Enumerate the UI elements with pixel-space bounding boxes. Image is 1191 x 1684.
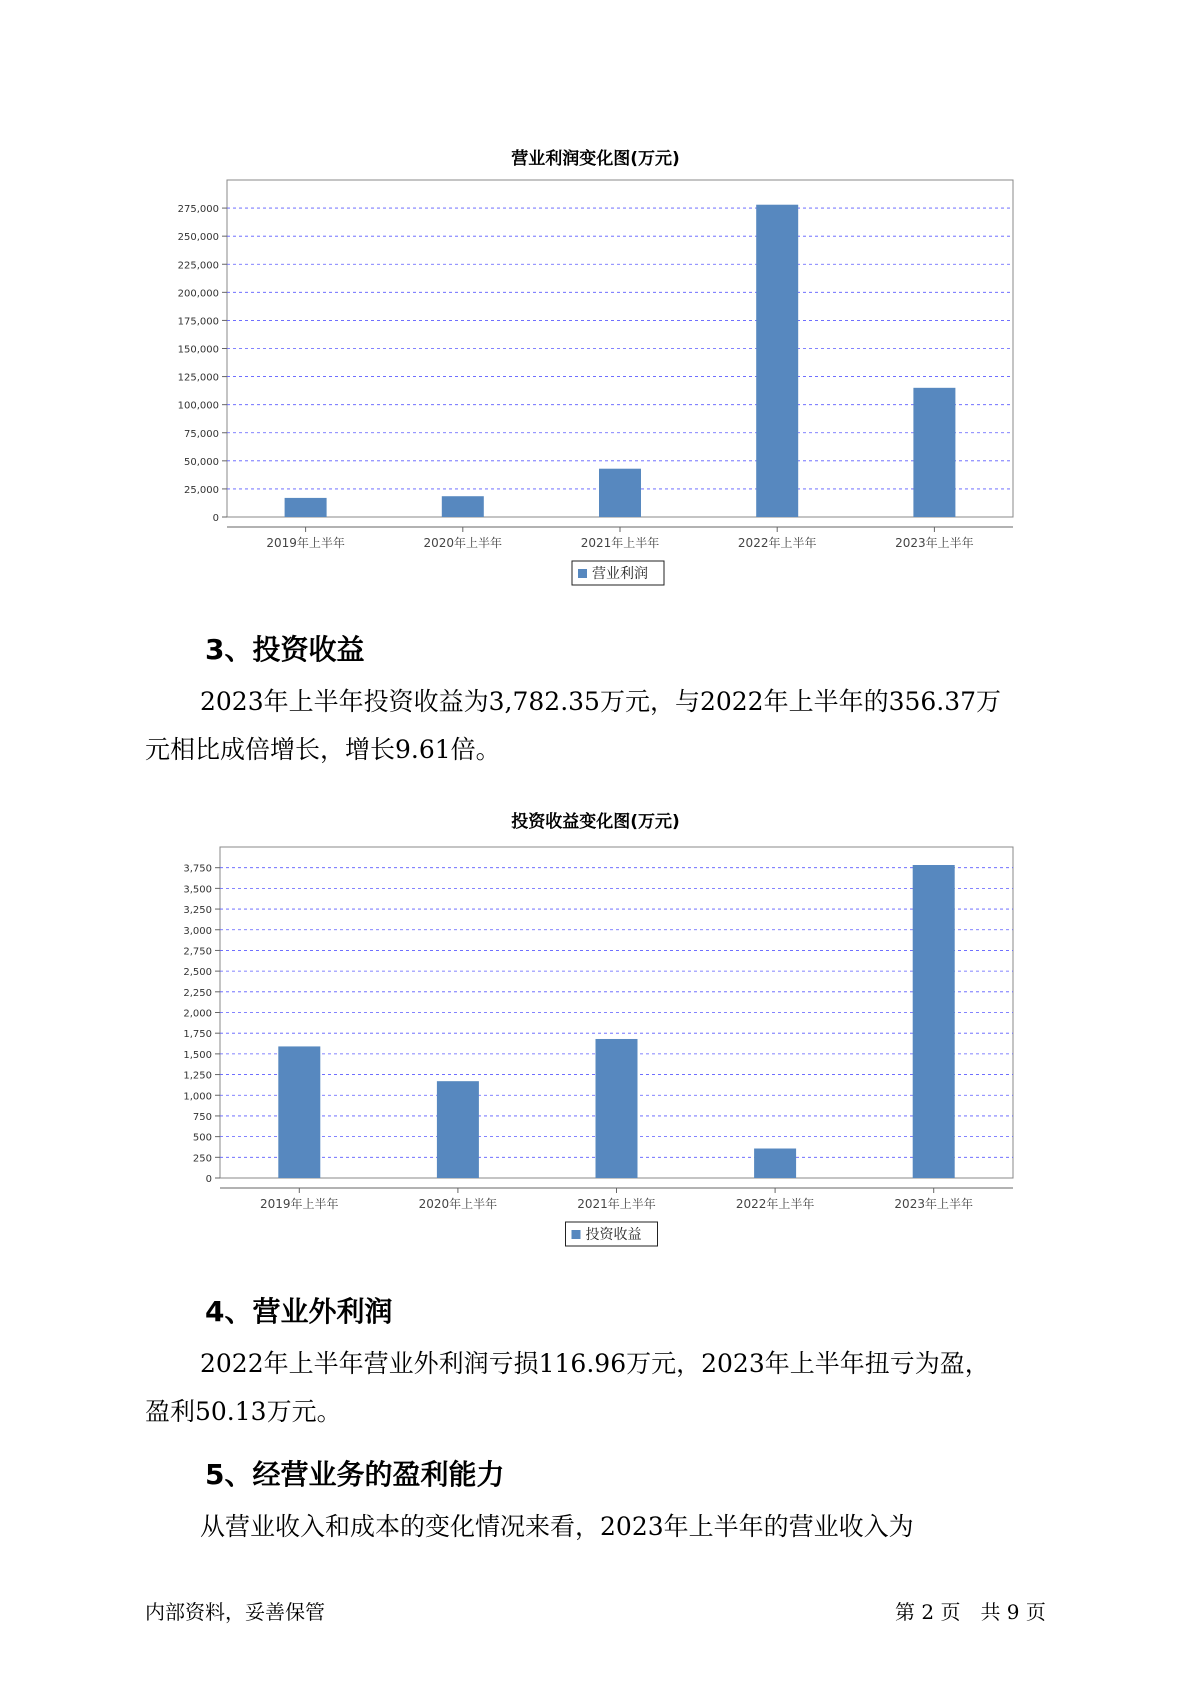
bar [278,1046,320,1178]
y-tick-label: 3,750 [183,863,212,875]
bar [285,498,327,517]
bar [913,865,955,1178]
x-tick-label: 2022年上半年 [737,536,817,550]
y-tick-label: 150,000 [177,344,219,356]
y-tick-label: 1,500 [183,1049,212,1061]
x-tick-label: 2022年上半年 [735,1197,815,1211]
y-tick-label: 1,000 [183,1091,212,1103]
bar [913,388,955,517]
paragraph-profitability [145,1503,1050,1551]
y-tick-label: 175,000 [177,316,219,328]
operating-profit-chart [0,170,1191,590]
y-tick-label: 75,000 [184,428,219,440]
y-tick-label: 1,250 [183,1070,212,1082]
y-tick-label: 500 [192,1132,212,1144]
y-tick-label: 250 [192,1153,212,1165]
y-tick-label: 3,250 [183,905,212,917]
y-tick-label: 200,000 [177,288,219,300]
y-tick-label: 1,750 [183,1029,212,1041]
y-tick-label: 3,000 [183,925,212,937]
footer-page-number: 第 2 页 共 9 页 [895,1600,1046,1624]
section-heading-profitability: 5、经营业务的盈利能力 [205,1458,505,1491]
investment-income-chart [0,835,1191,1255]
paragraph-investment-income [145,678,1050,774]
y-tick-label: 275,000 [177,204,219,216]
bar [596,1039,638,1178]
y-tick-label: 2,250 [183,987,212,999]
x-tick-label: 2020年上半年 [423,536,503,550]
y-tick-label: 2,500 [183,967,212,979]
x-tick-label: 2021年上半年 [580,536,660,550]
footer-confidential-note: 内部资料，妥善保管 [145,1600,325,1624]
y-tick-label: 0 [205,1174,212,1185]
bar [437,1081,479,1178]
paragraph-non-operating-profit [145,1340,1050,1436]
legend-label: 营业利润 [592,566,648,582]
y-tick-label: 25,000 [184,484,219,496]
section-heading-investment-income: 3、投资收益 [205,633,365,666]
bar [756,205,798,517]
legend-swatch [578,569,587,578]
bar [442,496,484,517]
bar [754,1149,796,1178]
x-tick-label: 2021年上半年 [577,1197,656,1211]
paragraph-line: 2022年上半年营业外利润亏损116.96万元，2023年上半年扭亏为盈， [200,1349,990,1378]
y-tick-label: 225,000 [177,260,219,272]
x-tick-label: 2023年上半年 [895,536,974,550]
y-tick-label: 100,000 [177,400,219,412]
chart-title-investment-income: 投资收益变化图(万元) [511,812,680,832]
x-tick-label: 2019年上半年 [260,1197,339,1211]
paragraph-line: 元相比成倍增长，增长9.61倍。 [145,735,501,764]
y-tick-label: 2,750 [183,946,212,958]
x-tick-label: 2019年上半年 [266,536,345,550]
y-tick-label: 3,500 [183,884,212,896]
y-tick-label: 0 [212,513,219,524]
y-tick-label: 125,000 [177,372,219,384]
section-heading-non-operating-profit: 4、营业外利润 [205,1295,393,1328]
y-tick-label: 50,000 [184,456,219,468]
bar [599,469,641,517]
paragraph-line: 从营业收入和成本的变化情况来看，2023年上半年的营业收入为 [200,1512,914,1541]
legend-swatch [572,1230,581,1239]
y-tick-label: 2,000 [183,1008,212,1020]
x-tick-label: 2020年上半年 [418,1197,498,1211]
chart-title-operating-profit: 营业利润变化图(万元) [511,149,680,169]
paragraph-line: 2023年上半年投资收益为3,782.35万元，与2022年上半年的356.37万 [200,687,1002,716]
y-tick-label: 250,000 [177,232,219,244]
legend-label: 投资收益 [585,1227,642,1243]
x-tick-label: 2023年上半年 [894,1197,973,1211]
y-tick-label: 750 [192,1111,212,1123]
paragraph-line: 盈利50.13万元。 [145,1397,342,1426]
